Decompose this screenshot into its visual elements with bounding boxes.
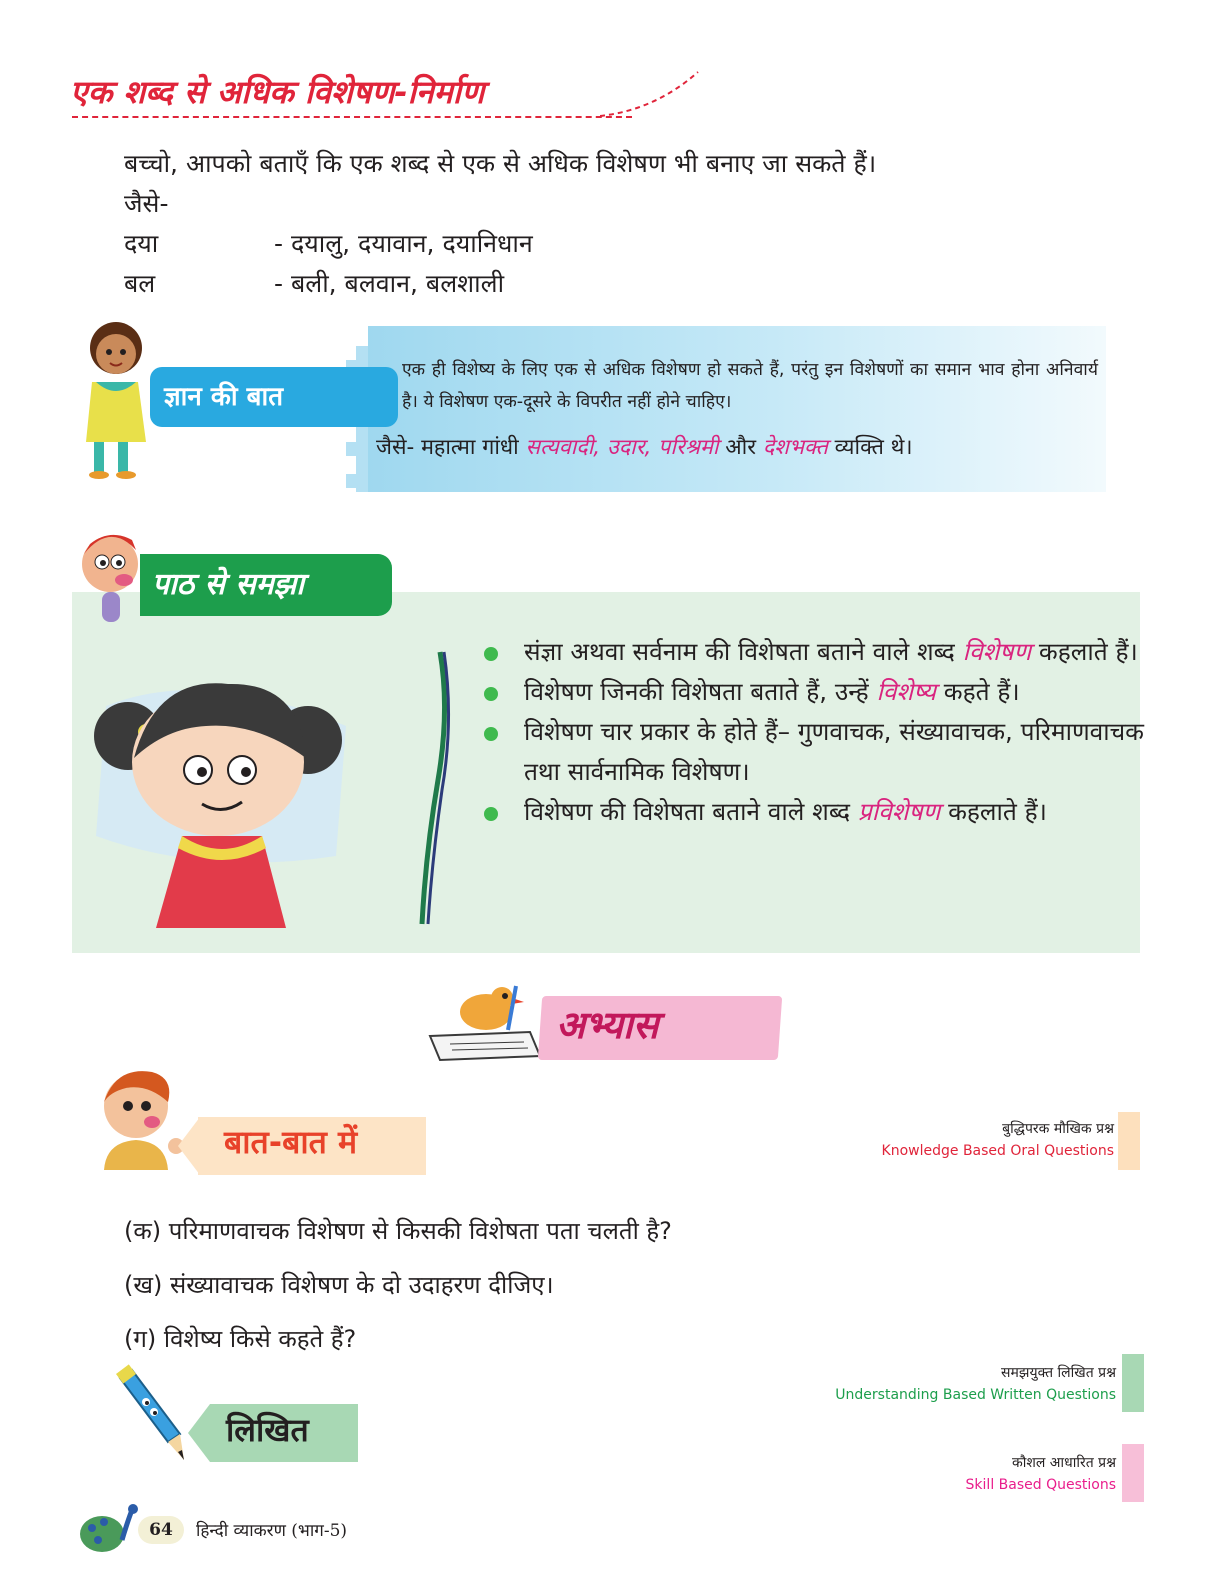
bullet-text: विशेषण चार प्रकार के होते हैं– गुणवाचक, संख्यावाचक, परिमाणवाचक तथा सार्वनामिक विशेषण। <box>524 717 1144 786</box>
bullet-dot <box>484 727 498 741</box>
bullet-term: विशेषण <box>962 637 1032 666</box>
bullet-text: संज्ञा अथवा सर्वनाम की विशेषता बताने वाले शब्द <box>524 637 955 666</box>
gyan-example <box>376 432 1096 461</box>
written-type-bar <box>1122 1354 1144 1412</box>
skill-type-bar <box>1122 1444 1144 1502</box>
question-type-hindi: समझयुक्त लिखित प्रश्न <box>1001 1365 1116 1381</box>
example-prefix: जैसे- महात्मा गांधी <box>376 435 519 460</box>
bullet-term: प्रविशेषण <box>857 797 941 826</box>
intro-text: बच्चो, आपको बताएँ कि एक शब्द से एक से अधिक विशेषण भी बनाए जा सकते हैं। <box>124 149 877 178</box>
likhit-tab-arrow <box>188 1404 210 1462</box>
oral-type-bar <box>1118 1112 1140 1170</box>
path-label: पाठ से समझा <box>140 554 392 616</box>
example-and: और <box>725 435 757 460</box>
likhit-label: लिखित <box>226 1411 309 1449</box>
question-type-english: Knowledge Based Oral Questions <box>881 1143 1114 1159</box>
question-item: (ख) संख्यावाचक विशेषण के दो उदाहरण दीजिए। <box>124 1271 554 1299</box>
title-underline <box>72 116 632 118</box>
abhyas-heading: अभ्यास <box>556 1003 659 1047</box>
bullet-text-end: कहते हैं। <box>943 677 1020 706</box>
intro-jaise: जैसे- <box>124 189 169 218</box>
bullet-term: विशेष्य <box>876 677 936 706</box>
example-row <box>124 224 1114 264</box>
question-item: (ग) विशेष्य किसे कहते हैं? <box>124 1325 357 1353</box>
bullet-dot <box>484 807 498 821</box>
boy-waving-illustration <box>96 1066 186 1170</box>
bullet-dot <box>484 647 498 661</box>
example-forms: - बली, बलवान, बलशाली <box>274 269 505 298</box>
gyan-label: ज्ञान की बात <box>150 367 398 427</box>
question-list <box>124 1204 672 1366</box>
bullet-dot <box>484 687 498 701</box>
path-bullet-list <box>484 632 1144 832</box>
peacock-icon <box>78 1500 142 1556</box>
intro-section <box>124 144 1114 304</box>
oral-question-type <box>820 1118 1114 1162</box>
bullet-text-end: कहलाते हैं। <box>1038 637 1138 666</box>
pencil-character-icon <box>112 1364 192 1464</box>
bullet-item <box>484 632 1144 672</box>
bullet-item <box>484 712 1144 792</box>
question-type-hindi: बुद्धिपरक मौखिक प्रश्न <box>1002 1121 1114 1137</box>
example-forms: - दयालु, दयावान, दयानिधान <box>274 229 533 258</box>
bullet-text: विशेषण की विशेषता बताने वाले शब्द <box>524 797 851 826</box>
page-number: 64 <box>149 1520 173 1540</box>
boy-peeking-illustration <box>74 522 144 628</box>
baat-tab-arrow <box>178 1117 200 1175</box>
example-word: बल <box>124 269 156 298</box>
example-word: दया <box>124 229 159 258</box>
page-title: एक शब्द से अधिक विशेषण-निर्माण <box>70 73 485 111</box>
question-item: (क) परिमाणवाचक विशेषण से किसकी विशेषता पता चलती है? <box>124 1217 672 1245</box>
bird-writing-illustration <box>420 982 550 1062</box>
bullet-item <box>484 672 1144 712</box>
example-adjectives: सत्यवादी, उदार, परिश्रमी <box>525 435 719 460</box>
question-type-english: Understanding Based Written Questions <box>835 1387 1116 1403</box>
title-dashed-tail <box>600 70 700 118</box>
bullet-text-end: कहलाते हैं। <box>948 797 1047 826</box>
bullet-text: विशेषण जिनकी विशेषता बताते हैं, उन्हें <box>524 677 869 706</box>
example-row <box>124 264 1114 304</box>
girl-illustration <box>72 320 154 482</box>
question-type-english: Skill Based Questions <box>965 1477 1116 1493</box>
bullet-item <box>484 792 1144 832</box>
gyan-text: एक ही विशेष्य के लिए एक से अधिक विशेषण हो सकते हैं, परंतु इन विशेषणों का समान भाव होना अनिवार्य है। ये विशेषण एक-दूसरे के विपरीत नहीं होने चाहिए। <box>402 360 1098 412</box>
book-title: हिन्दी व्याकरण (भाग-5) <box>196 1521 348 1541</box>
written-question-type <box>780 1362 1116 1406</box>
baat-label: बात-बात में <box>224 1123 358 1161</box>
decorative-ribbon <box>410 650 460 926</box>
question-type-hindi: कौशल आधारित प्रश्न <box>1011 1455 1116 1471</box>
girl-cartoon-illustration <box>86 666 356 928</box>
skill-question-type <box>830 1452 1116 1496</box>
example-suffix: व्यक्ति थे। <box>834 435 913 460</box>
example-adjective-deshbhakt: देशभक्त <box>762 435 828 460</box>
